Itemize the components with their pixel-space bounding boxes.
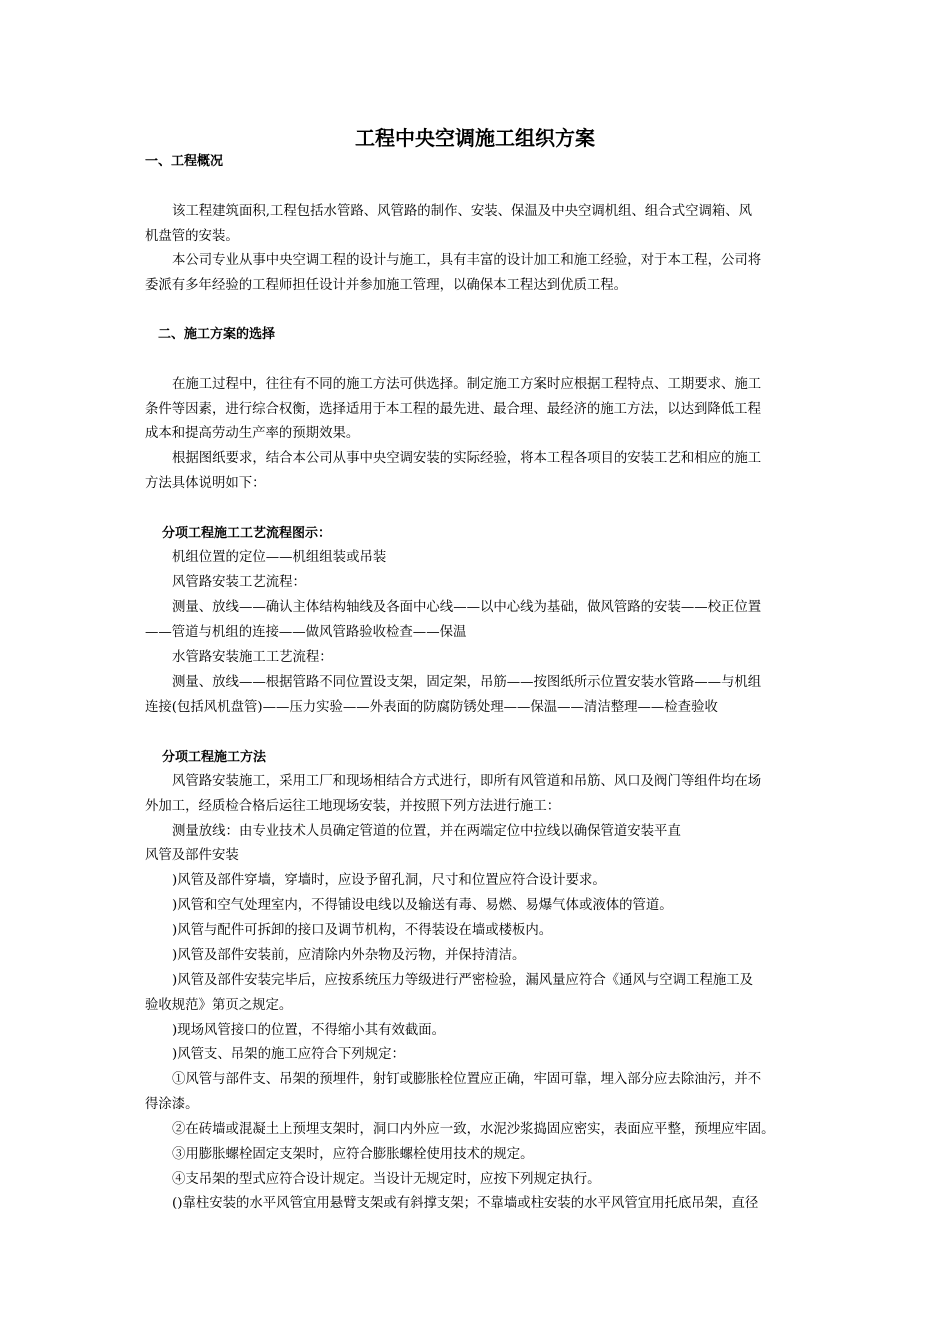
paragraph-line: )现场风管接口的位置，不得缩小其有效截面。 bbox=[172, 1023, 446, 1038]
paragraph-line: ①风管与部件支、吊架的预埋件，射钉或膨胀栓位置应正确，牢固可靠，埋入部分应去除油污，并不 bbox=[172, 1072, 762, 1087]
paragraph-line: )风管和空气处理室内，不得铺设电线以及输送有毒、易燃、易爆气体或液体的管道。 bbox=[172, 898, 673, 913]
section-heading-process-flow: 分项工程施工工艺流程图示： bbox=[162, 526, 332, 541]
paragraph-line: 本公司专业从事中央空调工程的设计与施工，具有丰富的设计加工和施工经验，对于本工程，公司将 bbox=[172, 253, 762, 268]
paragraph-line: )风管支、吊架的施工应符合下列规定： bbox=[172, 1047, 405, 1062]
paragraph-line: ——管道与机组的连接——做风管路验收检查——保温 bbox=[145, 625, 467, 640]
paragraph-line: )风管与配件可拆卸的接口及调节机构，不得装设在墙或楼板内。 bbox=[172, 923, 553, 938]
paragraph-line: )风管及部件穿墙，穿墙时，应设予留孔洞，尺寸和位置应符合设计要求。 bbox=[172, 873, 606, 888]
paragraph-line: 测量、放线——根据管路不同位置设支架，固定架，吊筋——按图纸所示位置安装水管路——与机组 bbox=[172, 675, 762, 690]
paragraph-line: 机组位置的定位——机组组装或吊装 bbox=[172, 550, 387, 565]
document-title: 工程中央空调施工组织方案 bbox=[355, 126, 595, 150]
paragraph-line: ④支吊架的型式应符合设计规定。当设计无规定时，应按下列规定执行。 bbox=[172, 1172, 601, 1187]
paragraph-line: 测量放线：由专业技术人员确定管道的位置，并在两端定位中拉线以确保管道安装平直 bbox=[172, 824, 681, 839]
paragraph-line: 测量、放线——确认主体结构轴线及各面中心线——以中心线为基础，做风管路的安装——校正位置 bbox=[172, 600, 762, 615]
paragraph-line: ()靠柱安装的水平风管宜用悬臂支架或有斜撑支架；不靠墙或柱安装的水平风管宜用托底吊架，直径 bbox=[172, 1196, 759, 1211]
paragraph-line: )风管及部件安装前，应清除内外杂物及污物，并保持清洁。 bbox=[172, 948, 526, 963]
paragraph-line: 根据图纸要求，结合本公司从事中央空调安装的实际经验，将本工程各项目的安装工艺和相应的施工 bbox=[172, 451, 762, 466]
paragraph-line: 条件等因素，进行综合权衡，选择适用于本工程的最先进、最合理、最经济的施工方法，以达到降低工程 bbox=[145, 402, 761, 417]
paragraph-line: 水管路安装施工工艺流程： bbox=[172, 650, 333, 665]
section-heading-overview: 一、工程概况 bbox=[145, 154, 224, 169]
paragraph-line: )风管及部件安装完毕后，应按系统压力等级进行严密检验，漏风量应符合《通风与空调工程施工及 bbox=[172, 973, 754, 988]
paragraph-line: ③用膨胀螺栓固定支架时，应符合膨胀螺栓使用技术的规定。 bbox=[172, 1147, 534, 1162]
paragraph-line: 在施工过程中，往往有不同的施工方法可供选择。制定施工方案时应根据工程特点、工期要求、施工 bbox=[172, 377, 762, 392]
paragraph-line: 方法具体说明如下： bbox=[145, 476, 266, 491]
paragraph-line: ②在砖墙或混凝土上预埋支架时，洞口内外应一致，水泥沙浆捣固应密实，表面应平整，预埋应牢固。 bbox=[172, 1122, 775, 1137]
paragraph-line: 成本和提高劳动生产率的预期效果。 bbox=[145, 426, 360, 441]
paragraph-line: 机盘管的安装。 bbox=[145, 229, 239, 244]
paragraph-line: 委派有多年经验的工程师担任设计并参加施工管理，以确保本工程达到优质工程。 bbox=[145, 278, 628, 293]
paragraph-line: 风管路安装施工，采用工厂和现场相结合方式进行，即所有风管道和吊筋、风口及阀门等组件均在场 bbox=[172, 774, 762, 789]
paragraph-line: 外加工，经质检合格后运往工地现场安装，并按照下列方法进行施工： bbox=[145, 799, 561, 814]
paragraph-line: 连接(包括风机盘管)——压力实验——外表面的防腐防锈处理——保温——清洁整理——检查验收 bbox=[145, 700, 718, 715]
section-heading-construction-method: 分项工程施工方法 bbox=[162, 750, 267, 765]
paragraph-line: 得涂漆。 bbox=[145, 1097, 199, 1112]
paragraph-line: 风管路安装工艺流程： bbox=[172, 575, 306, 590]
section-heading-plan-selection: 二、施工方案的选择 bbox=[158, 327, 276, 342]
paragraph-line: 风管及部件安装 bbox=[145, 848, 239, 863]
paragraph-line: 验收规范》第页之规定。 bbox=[145, 998, 293, 1013]
paragraph-line: 该工程建筑面积,工程包括水管路、风管路的制作、安装、保温及中央空调机组、组合式空调箱、风 bbox=[172, 204, 753, 219]
